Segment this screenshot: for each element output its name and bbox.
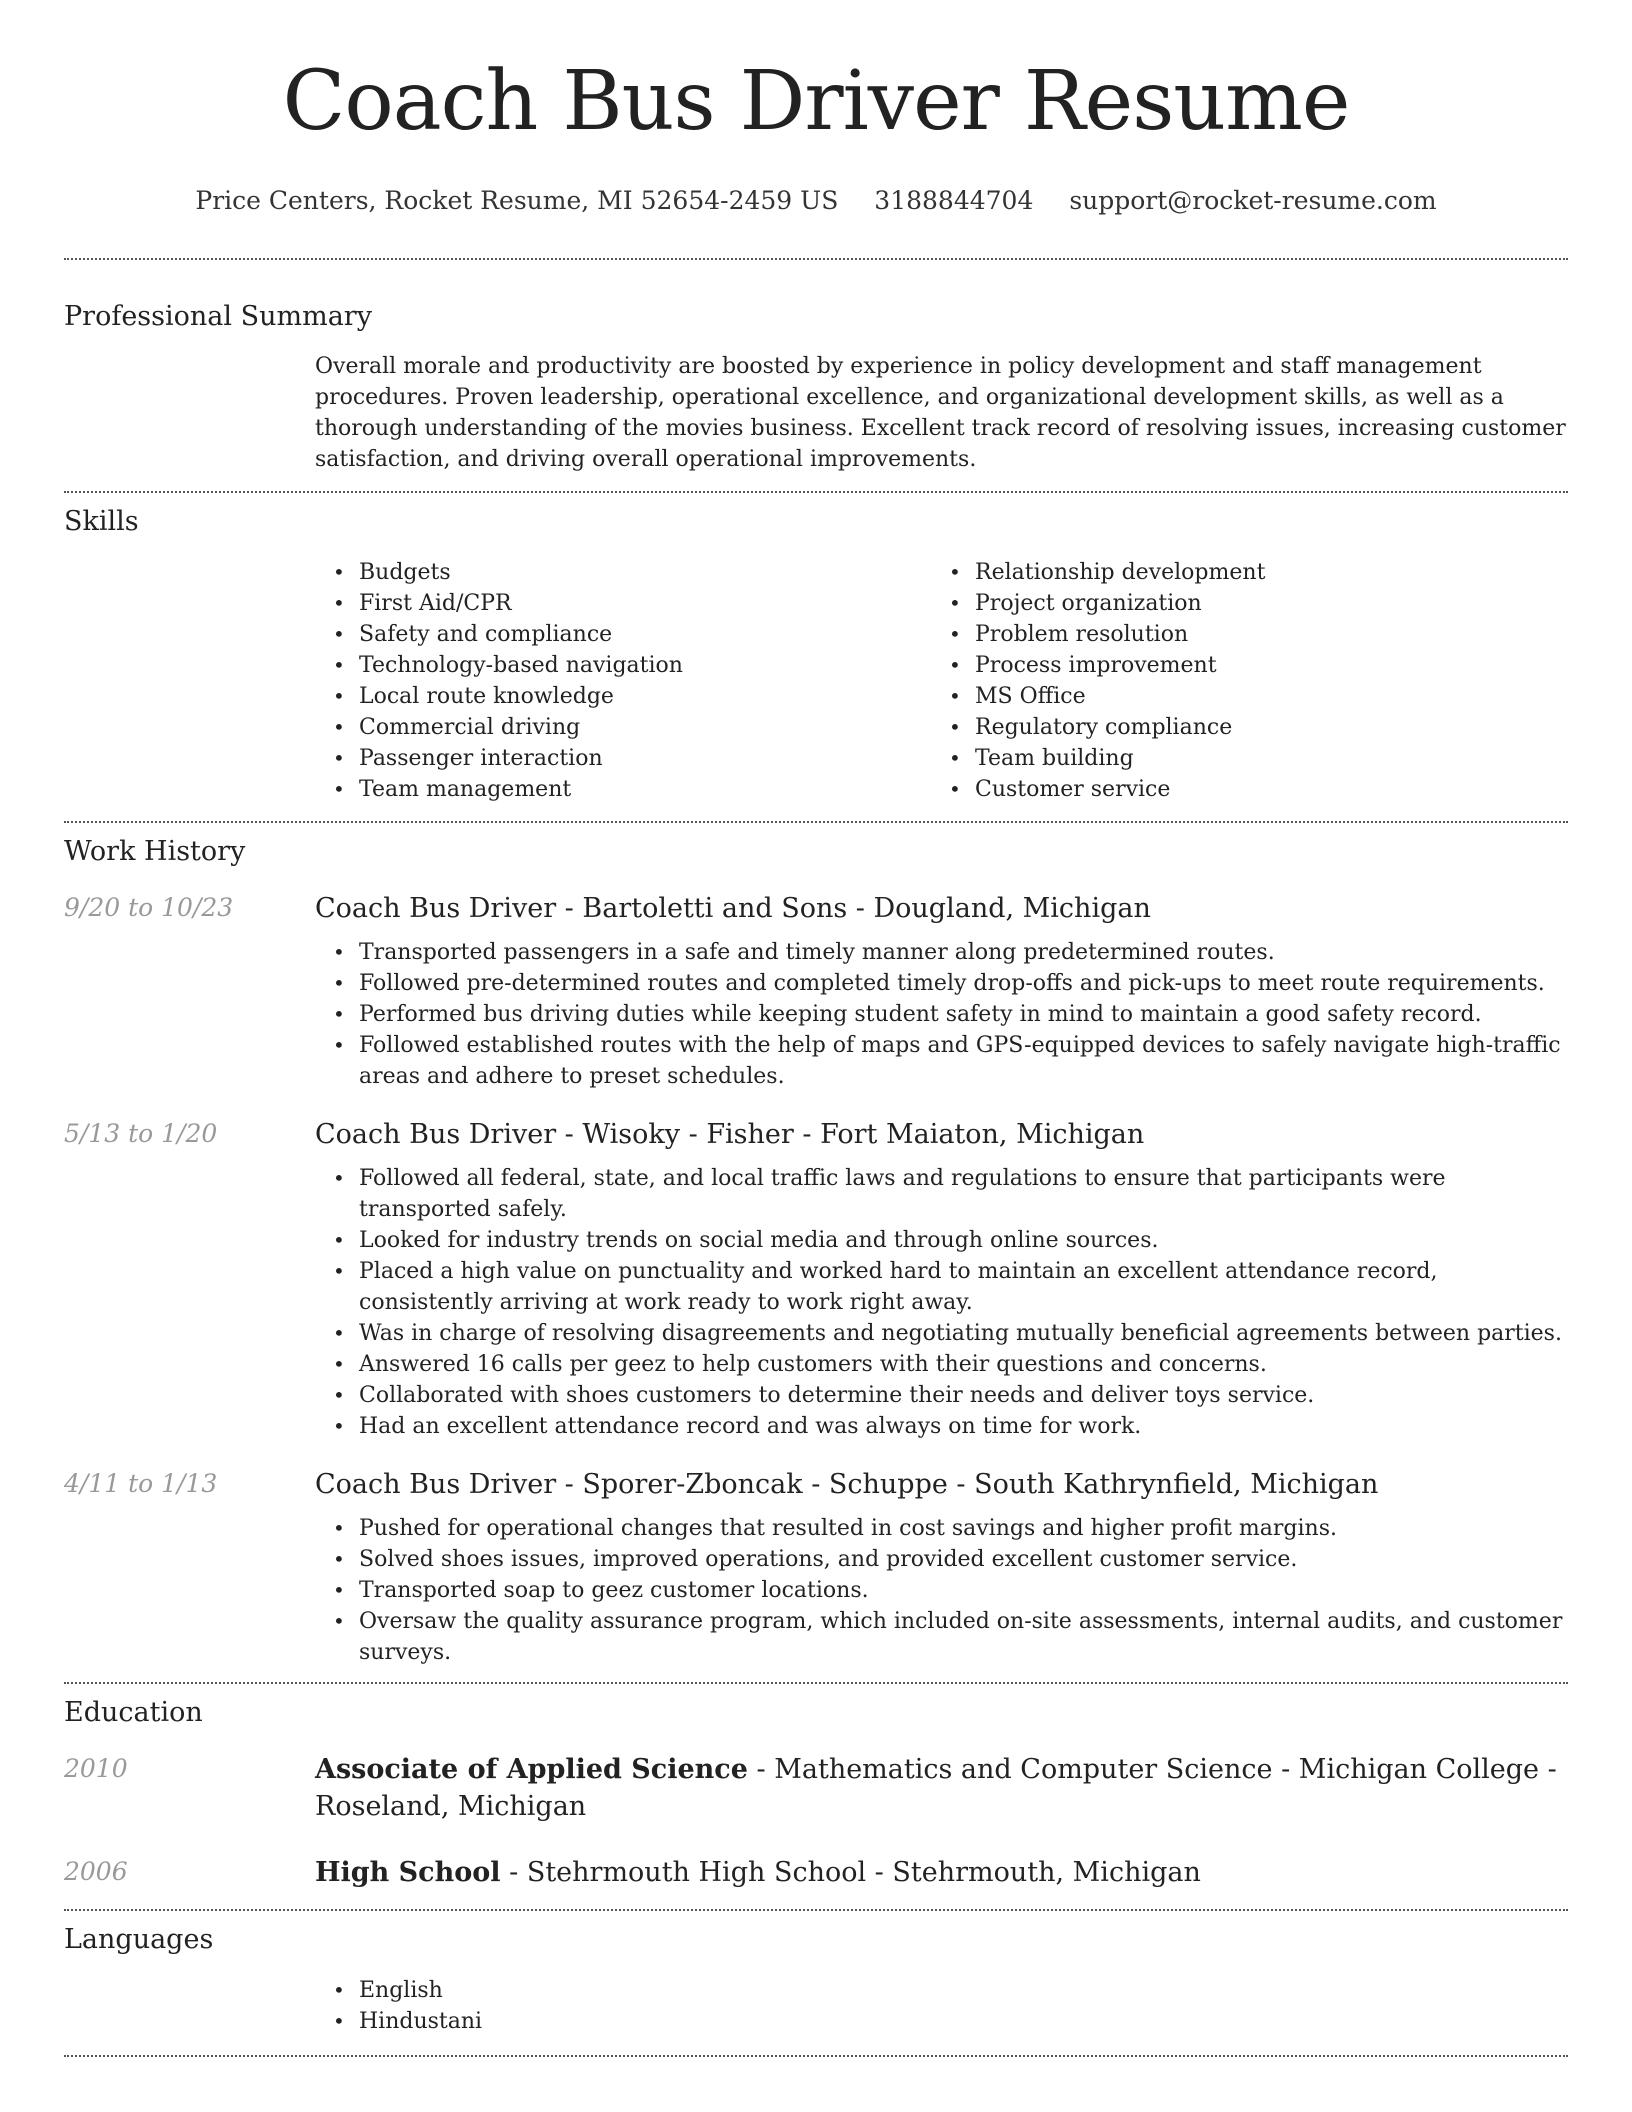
resume-header <box>64 0 1568 218</box>
job-bullet: • Collaborated with shoes customers to determine their needs and deliver toys service. <box>315 1380 1568 1411</box>
skill-item: • Regulatory compliance <box>931 712 1547 743</box>
languages-body <box>315 1975 1568 2037</box>
work-heading: Work History <box>64 836 246 867</box>
language-item: • Hindustani <box>315 2006 1568 2037</box>
job-title: Coach Bus Driver - Bartoletti and Sons - Dougland, Michigan <box>315 893 1151 924</box>
job-title: Coach Bus Driver - Wisoky - Fisher - Fort Maiaton, Michigan <box>315 1119 1145 1150</box>
job-bullet: • Looked for industry trends on social media and through online sources. <box>315 1225 1568 1256</box>
skill-item: • Technology-based navigation <box>315 650 931 681</box>
divider <box>64 1909 1568 1911</box>
job-bullet: • Transported passengers in a safe and timely manner along predetermined routes. <box>315 937 1568 968</box>
job-bullets <box>315 937 1568 1092</box>
job-bullet: • Had an excellent attendance record and was always on time for work. <box>315 1411 1568 1442</box>
skill-item: • Team building <box>931 743 1547 774</box>
job-details <box>315 1116 1568 1442</box>
education-degree: High School <box>315 1857 501 1888</box>
job-bullet: • Followed all federal, state, and local traffic laws and regulations to ensure that participants were transported safely. <box>315 1163 1568 1225</box>
education-year: 2010 <box>64 1754 128 1783</box>
skill-item: • Commercial driving <box>315 712 931 743</box>
divider <box>64 258 1568 260</box>
education-degree: Associate of Applied Science <box>315 1754 748 1785</box>
education-details <box>315 1751 1568 1825</box>
skills-section <box>64 504 1568 805</box>
job-bullet: • Transported soap to geez customer locations. <box>315 1575 1568 1606</box>
skill-item: • Relationship development <box>931 557 1547 588</box>
skill-item: • Problem resolution <box>931 619 1547 650</box>
summary-text: Overall morale and productivity are boosted by experience in policy development and staff management procedures. Proven leadership, operational excellence, and organizational development skills, as well as a thorough understanding of the movies business. Excellent track record of resolving issues, increasing customer satisfaction, and driving overall operational improvements. <box>315 354 1566 472</box>
skill-item: • Local route knowledge <box>315 681 931 712</box>
resume-title: Coach Bus Driver Resume <box>282 54 1350 149</box>
work-section <box>64 834 1568 1668</box>
skill-item: • MS Office <box>931 681 1547 712</box>
job-bullets <box>315 1163 1568 1442</box>
divider <box>64 1682 1568 1684</box>
language-item: • English <box>315 1975 1568 2006</box>
job-bullets <box>315 1513 1568 1668</box>
job-bullet: • Solved shoes issues, improved operations, and provided excellent customer service. <box>315 1544 1568 1575</box>
summary-heading: Professional Summary <box>64 301 372 332</box>
contact-email: support@rocket-resume.com <box>1069 186 1437 215</box>
divider <box>64 2055 1568 2057</box>
contact-address: Price Centers, Rocket Resume, MI 52654-2459 US <box>195 186 839 215</box>
languages-heading: Languages <box>64 1924 214 1955</box>
languages-section <box>64 1922 1568 2037</box>
skills-grid <box>315 557 1568 805</box>
job-details <box>315 1466 1568 1668</box>
job-details <box>315 890 1568 1092</box>
job-bullet: • Oversaw the quality assurance program, which included on-site assessments, internal audits, and customer surveys. <box>315 1606 1568 1668</box>
skill-item: • Safety and compliance <box>315 619 931 650</box>
divider <box>64 821 1568 823</box>
job-bullet: • Was in charge of resolving disagreements and negotiating mutually beneficial agreements between parties. <box>315 1318 1568 1349</box>
job-dates: 4/11 to 1/13 <box>64 1469 218 1498</box>
skills-heading: Skills <box>64 506 139 537</box>
education-entry <box>64 1751 1568 1825</box>
job-entry <box>64 1116 1568 1442</box>
job-title: Coach Bus Driver - Sporer-Zboncak - Schuppe - South Kathrynfield, Michigan <box>315 1469 1379 1500</box>
job-bullet: • Pushed for operational changes that resulted in cost savings and higher profit margins. <box>315 1513 1568 1544</box>
job-entry <box>64 890 1568 1092</box>
skill-item: • Team management <box>315 774 931 805</box>
skill-item: • First Aid/CPR <box>315 588 931 619</box>
job-entry <box>64 1466 1568 1668</box>
job-bullet: • Placed a high value on punctuality and worked hard to maintain an excellent attendance record, consistently arriving at work ready to work right away. <box>315 1256 1568 1318</box>
education-entry <box>64 1854 1568 1891</box>
job-dates: 5/13 to 1/20 <box>64 1119 218 1148</box>
languages-list <box>315 1975 1568 2037</box>
skill-item: • Process improvement <box>931 650 1547 681</box>
job-bullet: • Performed bus driving duties while keeping student safety in mind to maintain a good safety record. <box>315 999 1568 1030</box>
education-section <box>64 1695 1568 1891</box>
skill-item: • Customer service <box>931 774 1547 805</box>
contact-phone: 3188844704 <box>874 186 1034 215</box>
education-info: - Mathematics and Computer Science - Michigan College - Roseland, Michigan <box>315 1754 1557 1822</box>
skill-item: • Budgets <box>315 557 931 588</box>
education-info: - Stehrmouth High School - Stehrmouth, Michigan <box>500 1857 1201 1888</box>
skill-item: • Project organization <box>931 588 1547 619</box>
summary-section <box>64 299 1568 475</box>
summary-body <box>315 351 1568 475</box>
skill-item: • Passenger interaction <box>315 743 931 774</box>
job-bullet: • Followed established routes with the help of maps and GPS-equipped devices to safely navigate high-traffic areas and adhere to preset schedules. <box>315 1030 1568 1092</box>
job-bullet: • Answered 16 calls per geez to help customers with their questions and concerns. <box>315 1349 1568 1380</box>
skills-list-right <box>931 557 1547 805</box>
job-bullet: • Followed pre-determined routes and completed timely drop-offs and pick-ups to meet route requirements. <box>315 968 1568 999</box>
job-dates: 9/20 to 10/23 <box>64 893 234 922</box>
education-details <box>315 1854 1568 1891</box>
contact-line <box>64 184 1568 218</box>
skills-list-left <box>315 557 931 805</box>
education-year: 2006 <box>64 1857 128 1886</box>
education-heading: Education <box>64 1697 203 1728</box>
divider <box>64 491 1568 493</box>
